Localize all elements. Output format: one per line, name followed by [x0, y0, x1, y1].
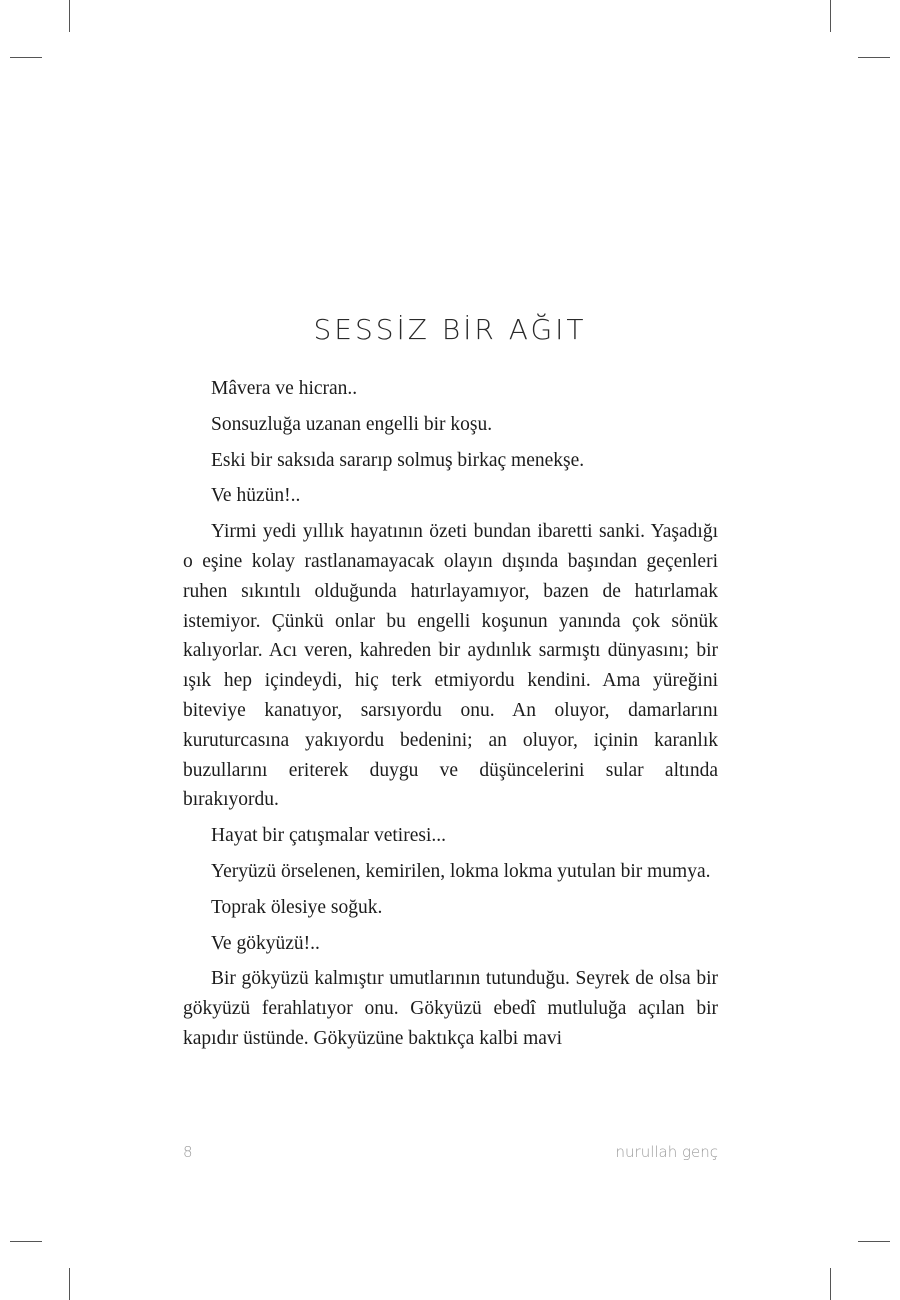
crop-mark-bottom-right-horizontal [858, 1241, 890, 1242]
crop-mark-top-left-vertical [69, 0, 70, 32]
paragraph: Yeryüzü örselenen, kemirilen, lokma lokma yutulan bir mumya. [211, 860, 711, 882]
paragraph: Sonsuzluğa uzanan engelli bir koşu. [211, 413, 493, 435]
crop-mark-top-right-vertical [830, 0, 831, 32]
paragraph: Hayat bir çatışmalar vetiresi... [211, 825, 446, 847]
paragraph: Ve hüzün!.. [211, 485, 301, 507]
crop-mark-bottom-left-horizontal [10, 1241, 42, 1242]
paragraph: Bir gökyüzü kalmıştır umutlarının tutunduğu. Seyrek de olsa bir gökyüzü ferahlatıyor onu. Gökyüzü ebedî mutluluğa açılan bir kapıdır üstünde. Gökyüzüne baktıkça kalbi mavi [183, 968, 718, 1049]
paragraph: Mâvera ve hicran.. [211, 378, 358, 399]
paragraph: Toprak ölesiye soğuk. [211, 896, 383, 918]
crop-mark-top-right-horizontal [858, 57, 890, 58]
crop-mark-top-left-horizontal [10, 57, 42, 58]
paragraph: Ve gökyüzü!.. [211, 932, 320, 954]
crop-mark-bottom-left-vertical [69, 1268, 70, 1300]
crop-mark-bottom-right-vertical [830, 1268, 831, 1300]
chapter-title: SESSİZ BİR AĞIT [313, 313, 587, 346]
paragraph: Eski bir saksıda sararıp solmuş birkaç menekşe. [211, 449, 585, 471]
paragraph: Yirmi yedi yıllık hayatının özeti bundan ibaretti sanki. Yaşadığı o eşine kolay rastlanamayacak olayın dışında başından geçenleri ruhen sıkıntılı olduğunda hatırlayamıyor, bazen de hatırlamak istemiyor. Çünkü onlar bu engelli koşunun yanında çok sönük kalıyorlar. Acı veren, kahreden bir aydınlık sarmıştı dünyasını; bir ışık hep içindeydi, hiç terk etmiyordu kendini. Ama yüreğini biteviye kanatıyor, sarsıyordu onu. An oluyor, damarlarını kuruturcasına yakıyordu bedenini; an oluyor, içinin karanlık buzullarını eriterek duygu ve düşüncelerini sular altında bırakıyordu. [183, 521, 718, 811]
page-number: 8 [183, 1143, 193, 1161]
chapter-body [183, 374, 718, 1060]
running-footer-author: nurullah genç [615, 1143, 718, 1161]
